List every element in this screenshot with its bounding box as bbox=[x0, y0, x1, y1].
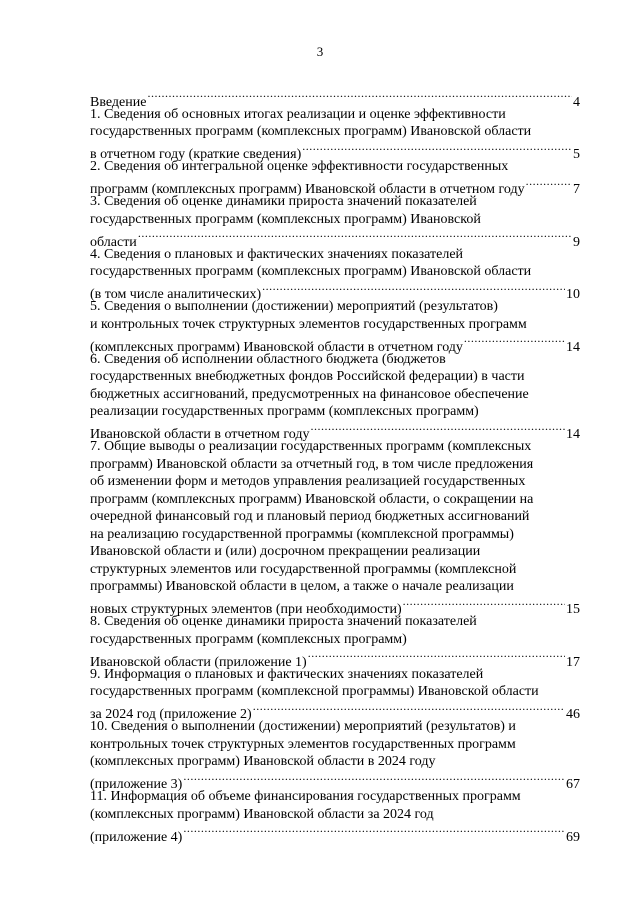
toc-entry-text: 9. Информация о плановых и фактических значениях показателей bbox=[90, 666, 484, 682]
toc-entry[interactable] bbox=[90, 613, 580, 670]
toc-dot-leader bbox=[262, 281, 565, 299]
toc-page-number: 14 bbox=[566, 339, 580, 355]
toc-entry-text: 8. Сведения об оценке динамики прироста значений показателей bbox=[90, 614, 477, 629]
toc-entry[interactable] bbox=[90, 88, 580, 110]
toc-entry[interactable] bbox=[90, 351, 580, 442]
toc-page-number: 14 bbox=[566, 427, 580, 442]
toc-page-number: 7 bbox=[573, 182, 580, 197]
toc-entry-text: 5. Сведения о выполнении (достижении) мероприятий (результатов) bbox=[90, 299, 498, 314]
toc-dot-leader bbox=[403, 596, 565, 614]
toc-entry-text: государственных программ (комплексных программ) Ивановской области bbox=[90, 124, 532, 139]
toc-entry-text: 1. Сведения об основных итогах реализации и оценке эффективности bbox=[90, 106, 506, 122]
toc-entry-text: Введение bbox=[90, 94, 147, 110]
toc-entry[interactable] bbox=[90, 193, 580, 250]
toc-entry[interactable] bbox=[90, 158, 580, 197]
toc-entry-text: программы) Ивановской области в целом, а также о начале реализации bbox=[90, 579, 514, 594]
toc-entry-text: программ (комплексных программ) Ивановской области в отчетном году bbox=[90, 182, 525, 197]
toc-entry-text: программ (комплексных программ) Ивановской области, о сокращении на bbox=[90, 491, 534, 507]
toc-dot-leader bbox=[183, 771, 565, 789]
toc-entry[interactable] bbox=[90, 666, 580, 722]
toc-page-number: 69 bbox=[566, 829, 580, 845]
page-number: 3 bbox=[316, 44, 324, 59]
toc-entry-text: программ) Ивановской области за отчетный год, в том числе предложения bbox=[90, 456, 534, 472]
toc-dot-leader bbox=[138, 228, 572, 246]
toc-dot-leader bbox=[147, 88, 572, 106]
toc-entry-text: новых структурных элементов (при необходимости) bbox=[90, 602, 402, 617]
toc-entry[interactable] bbox=[90, 718, 580, 792]
toc-entry-text: 6. Сведения об исполнении областного бюджета (бюджетов bbox=[90, 351, 446, 367]
toc-entry-text: структурных элементов или государственной программы (комплексной bbox=[90, 561, 517, 577]
toc-entry-text: (комплексных программ) Ивановской области в отчетном году bbox=[90, 339, 463, 355]
toc-entry-text: 10. Сведения о выполнении (достижении) мероприятий (результатов) и bbox=[90, 719, 516, 734]
toc-entry-text: 7. Общие выводы о реализации государственных программ (комплексных bbox=[90, 439, 532, 454]
toc-entry-text: Ивановской области и (или) досрочном прекращении реализации bbox=[90, 544, 481, 559]
toc-entry-text: и контрольных точек структурных элементов государственных программ bbox=[90, 316, 527, 332]
toc-entry[interactable] bbox=[90, 438, 580, 617]
toc-page-number: 46 bbox=[566, 707, 580, 722]
toc-entry-text: очередной финансовый год и плановый период бюджетных ассигнований bbox=[90, 509, 530, 524]
toc-entry-text: на реализацию государственной программы (комплексной программы) bbox=[90, 526, 514, 542]
toc-entry[interactable] bbox=[90, 788, 580, 845]
toc-entry-text: 4. Сведения о плановых и фактических значениях показателей bbox=[90, 246, 464, 262]
toc-dot-leader bbox=[302, 141, 572, 159]
toc-entry-text: (комплексных программ) Ивановской области в 2024 году bbox=[90, 754, 436, 769]
toc-entry-text: 11. Информация об объеме финансирования государственных программ bbox=[90, 789, 521, 804]
toc-entry-text: 3. Сведения об оценке динамики прироста значений показателей bbox=[90, 194, 477, 209]
toc-dot-leader bbox=[310, 421, 565, 439]
toc-entry-text: (комплексных программ) Ивановской области за 2024 год bbox=[90, 806, 434, 822]
table-of-contents bbox=[90, 88, 580, 845]
toc-entry-text: государственных программ (комплексной программы) Ивановской области bbox=[90, 684, 539, 699]
toc-page-number: 17 bbox=[566, 654, 580, 670]
toc-page-number: 67 bbox=[566, 777, 580, 792]
toc-entry-text: области bbox=[90, 234, 137, 250]
toc-dot-leader bbox=[253, 701, 565, 719]
toc-entry-text: государственных внебюджетных фондов Российской федерации) в части bbox=[90, 369, 525, 384]
toc-entry-text: (приложение 3) bbox=[90, 777, 183, 792]
toc-entry-text: Ивановской области (приложение 1) bbox=[90, 654, 307, 670]
toc-entry-text: (приложение 4) bbox=[90, 829, 183, 845]
toc-entry-text: 2. Сведения об интегральной оценке эффективности государственных bbox=[90, 159, 509, 174]
toc-entry-text: в отчетном году (краткие сведения) bbox=[90, 147, 302, 162]
toc-dot-leader bbox=[526, 176, 572, 194]
toc-entry-text: государственных программ (комплексных программ) bbox=[90, 631, 407, 647]
toc-entry-text: государственных программ (комплексных программ) Ивановской bbox=[90, 211, 481, 227]
toc-entry-text: (в том числе аналитических) bbox=[90, 287, 262, 302]
toc-entry[interactable] bbox=[90, 298, 580, 355]
toc-entry-text: бюджетных ассигнований, предусмотренных на финансовое обеспечение bbox=[90, 386, 529, 402]
toc-entry-text: государственных программ (комплексных программ) Ивановской области bbox=[90, 264, 532, 279]
toc-dot-leader bbox=[308, 648, 565, 666]
toc-page-number: 5 bbox=[573, 147, 580, 162]
toc-page-number: 15 bbox=[566, 602, 580, 617]
toc-entry-text: об изменении форм и методов управления реализацией государственных bbox=[90, 474, 526, 489]
toc-dot-leader bbox=[464, 333, 565, 351]
toc-entry[interactable] bbox=[90, 246, 580, 302]
toc-entry-text: реализации государственных программ (комплексных программ) bbox=[90, 404, 479, 419]
toc-page-number: 4 bbox=[573, 94, 580, 110]
toc-entry-text: за 2024 год (приложение 2) bbox=[90, 707, 252, 722]
toc-entry[interactable] bbox=[90, 106, 580, 162]
toc-entry-text: Ивановской области в отчетном году bbox=[90, 427, 310, 442]
toc-page-number: 10 bbox=[566, 287, 580, 302]
toc-dot-leader bbox=[183, 823, 565, 841]
toc-entry-text: контрольных точек структурных элементов государственных программ bbox=[90, 736, 516, 752]
toc-page-number: 9 bbox=[573, 234, 580, 250]
